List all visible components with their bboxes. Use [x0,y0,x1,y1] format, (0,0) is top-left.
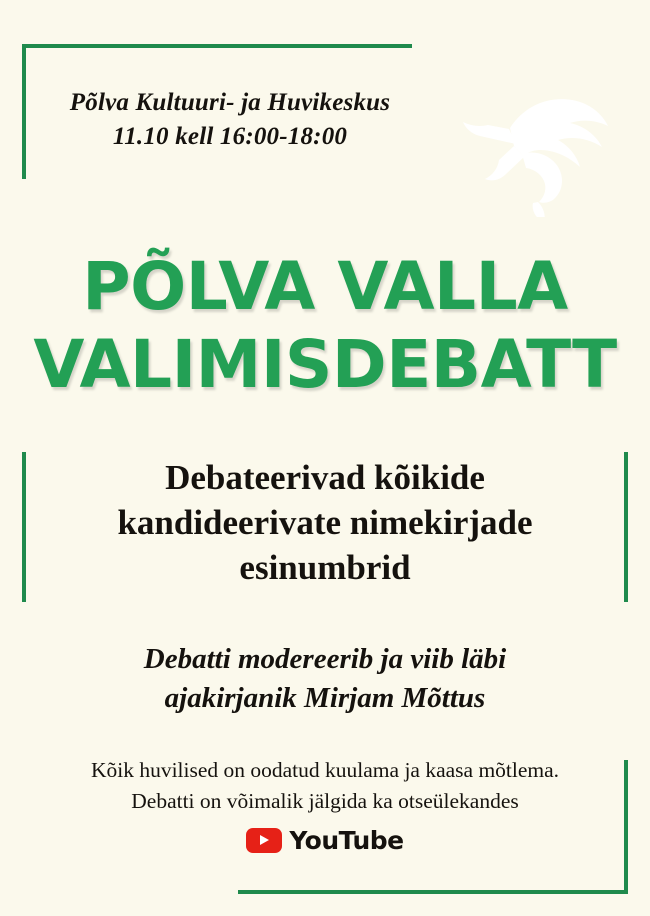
venue-datetime: 11.10 kell 16:00-18:00 [112,122,348,150]
youtube-label: YouTube [289,826,404,855]
subtitle-line-1: Debateerivad kõikide [165,458,485,497]
venue-block [0,86,460,154]
frame-line-bottom [238,890,628,894]
venue-name: Põlva Kultuuri- ja Huvikeskus [69,89,391,116]
hummingbird-icon [450,62,620,217]
moderator-line-1: Debatti modereerib ja viib läbi [143,643,507,675]
title-line-1: PÕLVA VALLA [82,248,568,325]
note-line-2: Debatti on võimalik jälgida ka otseülekandes [131,788,519,813]
youtube-play-icon [246,828,282,853]
moderator-block [30,640,620,718]
subtitle-line-3: esinumbrid [239,547,411,587]
frame-line-top [22,44,412,48]
youtube-badge[interactable] [0,826,650,855]
page-title [0,248,650,404]
subtitle-line-2: kandideerivate nimekirjade [117,502,533,542]
title-line-2: VALIMISDEBATT [33,325,617,403]
note-line-1: Kõik huvilised on oodatud kuulama ja kaasa mõtlema. [90,758,560,782]
frame-line-left-middle [22,452,26,602]
audience-note [20,755,630,816]
frame-line-right-middle [624,452,628,602]
moderator-line-2: ajakirjanik Mirjam Mõttus [164,682,486,715]
subtitle-block [30,456,620,590]
